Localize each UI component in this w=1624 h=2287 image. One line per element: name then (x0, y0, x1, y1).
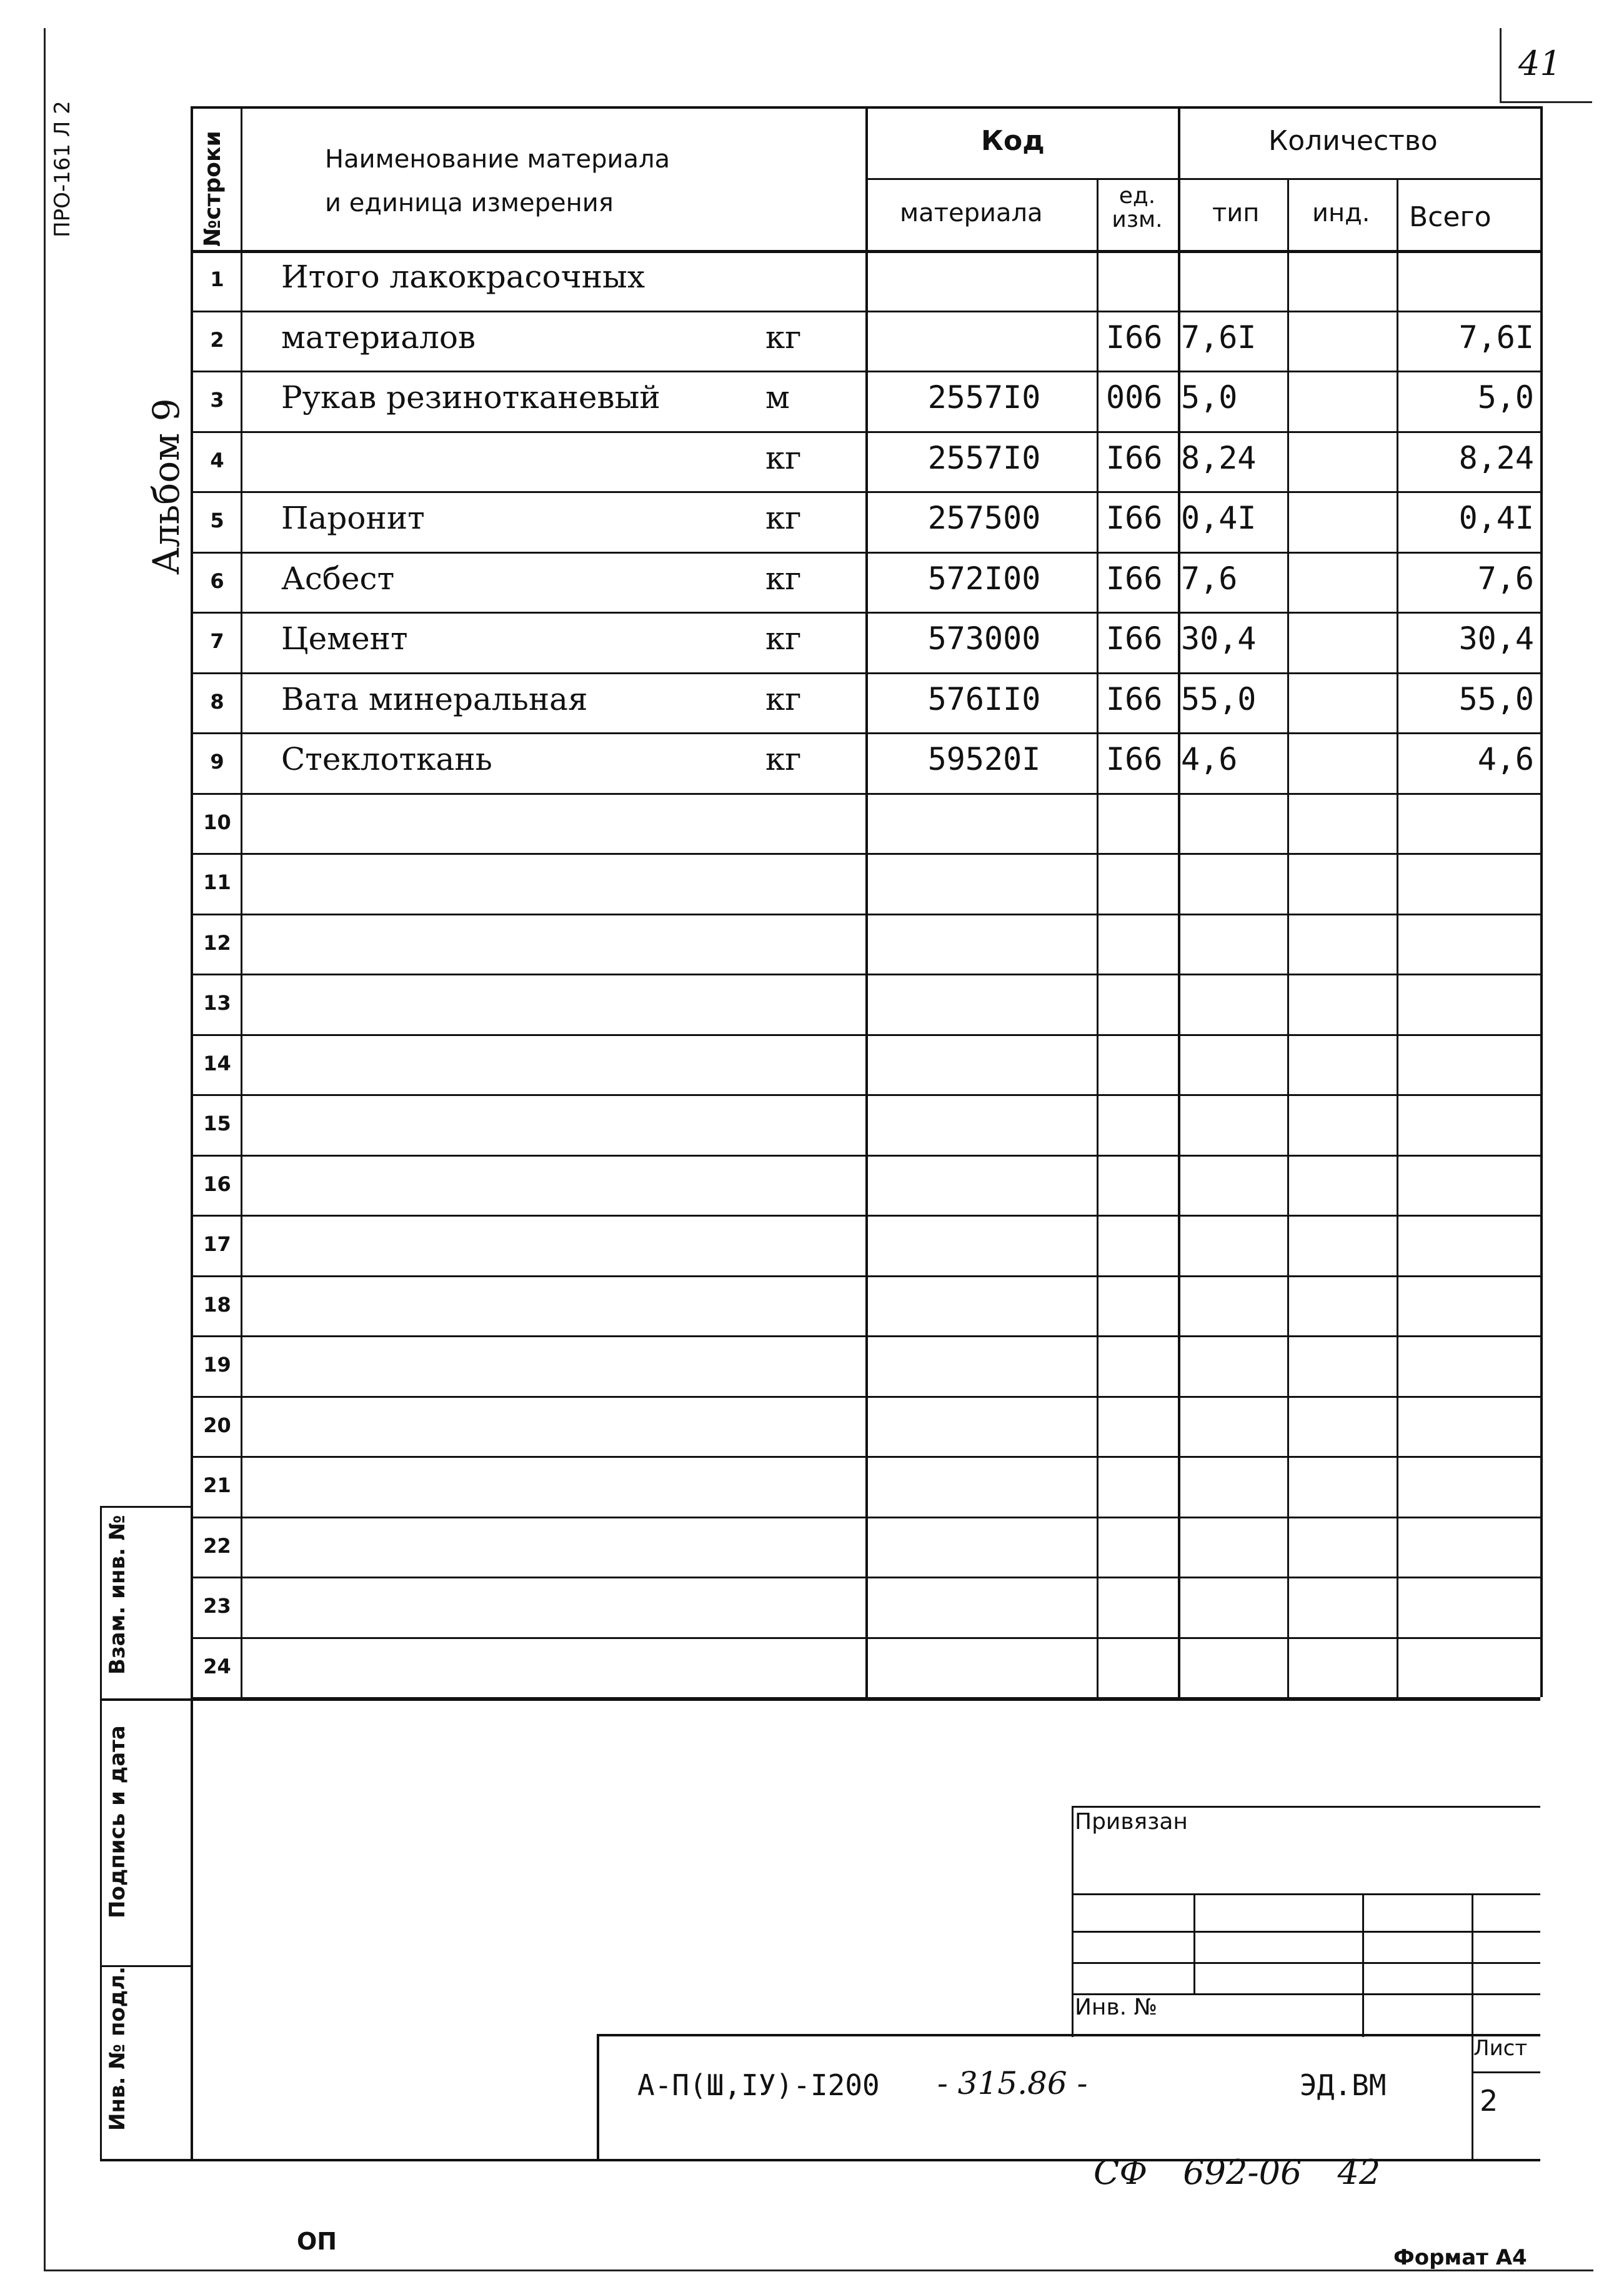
privyazan-label: Привязан (1075, 1809, 1188, 1835)
grid-hline (191, 491, 1540, 493)
row-material-code: 573000 (927, 620, 1041, 657)
grid-vline (100, 1506, 102, 2159)
grid-vline (191, 1506, 193, 2159)
grid-hline (191, 1396, 1540, 1398)
grid-vline (1362, 1893, 1364, 2037)
row-number: 5 (210, 509, 224, 532)
grid-hline (191, 672, 1540, 674)
grid-vline (191, 106, 193, 1697)
grid-vline (1097, 178, 1098, 1697)
row-number: 12 (203, 930, 231, 955)
inv-no-label: Инв. № (1075, 1995, 1158, 2020)
page-number: 41 (1518, 44, 1562, 83)
row-number: 13 (203, 991, 231, 1015)
side-stamp: ПРО-161 Л 2 (50, 101, 75, 237)
row-qty-total: 5,0 (1477, 379, 1534, 416)
row-number: 14 (203, 1051, 231, 1075)
grid-hline (191, 612, 1540, 614)
row-number: 3 (210, 388, 224, 412)
header-quantity: Количество (1268, 125, 1438, 157)
row-number: 18 (203, 1292, 231, 1317)
row-unit: кг (765, 560, 802, 597)
grid-hline (191, 106, 1540, 109)
row-qty-type: 0,4I (1181, 500, 1257, 536)
grid-hline (100, 2159, 191, 2161)
row-number: 1 (210, 267, 224, 291)
grid-hline (191, 371, 1540, 372)
grid-hline (100, 1698, 1540, 1701)
grid-hline (191, 732, 1540, 734)
grid-hline (191, 1577, 1540, 1578)
grid-hline (191, 853, 1540, 855)
grid-vline (1540, 106, 1543, 1697)
row-qty-type: 7,6I (1181, 319, 1257, 356)
row-number: 15 (203, 1112, 231, 1135)
grid-hline (1072, 1962, 1540, 1964)
grid-hline (191, 1155, 1540, 1157)
header-unit-code: ед. изм. (1112, 183, 1163, 232)
grid-hline (1472, 2071, 1540, 2073)
row-material-code: 2557I0 (927, 379, 1041, 416)
album-label: Альбом 9 (145, 398, 187, 575)
row-number: 20 (203, 1413, 231, 1437)
row-unit-code: I66 (1106, 319, 1163, 356)
grid-vline (1397, 178, 1398, 1697)
grid-hline (191, 1215, 1540, 1217)
row-material-name: материалов (281, 319, 476, 356)
row-qty-type: 30,4 (1181, 620, 1257, 657)
row-unit: кг (765, 680, 802, 717)
grid-hline (191, 974, 1540, 975)
header-row-no: №строки (200, 131, 226, 247)
row-unit: кг (765, 500, 802, 536)
grid-hline (1072, 1893, 1540, 1895)
header-total: Всего (1409, 201, 1492, 233)
row-number: 4 (210, 448, 224, 472)
row-qty-type: 7,6 (1181, 560, 1238, 597)
grid-hline (865, 178, 1540, 180)
page-frame (44, 28, 1593, 2271)
row-number: 23 (203, 1594, 231, 1618)
row-unit: кг (765, 439, 802, 476)
grid-hline (191, 1335, 1540, 1337)
row-number: 17 (203, 1232, 231, 1256)
row-unit: кг (765, 319, 802, 356)
grid-hline (191, 1275, 1540, 1277)
row-material-code: 576II0 (927, 680, 1041, 717)
grid-vline (1472, 1893, 1473, 2159)
row-qty-total: 8,24 (1458, 439, 1534, 476)
grid-hline (191, 793, 1540, 795)
row-qty-type: 5,0 (1181, 379, 1238, 416)
row-material-code: 2557I0 (927, 439, 1041, 476)
row-qty-type: 8,24 (1181, 439, 1257, 476)
row-unit-code: I66 (1106, 560, 1163, 597)
row-number: 24 (203, 1654, 231, 1678)
row-unit-code: 006 (1106, 379, 1163, 416)
row-unit: м (765, 379, 790, 416)
row-material-code: 257500 (927, 500, 1041, 536)
row-material-name: Рукав резинотканевый (281, 379, 660, 416)
grid-hline (191, 250, 1540, 253)
format-label: Формат А4 (1393, 2245, 1527, 2270)
inv-podl-label: Инв. № подл. (105, 1966, 130, 2131)
row-qty-type: 55,0 (1181, 680, 1257, 717)
row-qty-total: 7,6 (1477, 560, 1534, 597)
row-number: 10 (203, 810, 231, 834)
handwritten-note: СФ 692-06 42 (1093, 2153, 1381, 2192)
row-unit-code: I66 (1106, 680, 1163, 717)
grid-hline (191, 311, 1540, 312)
sheet-label: Лист (1473, 2036, 1528, 2061)
row-qty-total: 30,4 (1458, 620, 1534, 657)
grid-hline (191, 1456, 1540, 1458)
row-number: 7 (210, 629, 224, 653)
doc-code: ЭД.ВМ (1300, 2068, 1387, 2102)
row-number: 2 (210, 327, 224, 352)
row-material-name: Вата минеральная (281, 680, 588, 717)
row-material-code: 59520I (927, 741, 1041, 777)
row-material-name: Паронит (281, 500, 425, 536)
row-number: 9 (210, 750, 224, 774)
header-code: Код (981, 125, 1045, 157)
sheet-value: 2 (1480, 2084, 1498, 2118)
row-qty-total: 0,4I (1458, 500, 1534, 536)
row-material-name: Асбест (281, 560, 395, 597)
podpis-label: Подпись и дата (105, 1725, 130, 1918)
row-number: 11 (203, 870, 231, 894)
grid-hline (191, 552, 1540, 554)
grid-vline (1193, 1893, 1195, 1993)
row-qty-total: 7,6I (1458, 319, 1534, 356)
header-type: тип (1212, 199, 1260, 227)
grid-hline (1072, 1931, 1540, 1933)
row-unit: кг (765, 620, 802, 657)
doc-designation: А-П(Ш,IУ)-I200 (637, 2068, 880, 2102)
grid-hline (191, 431, 1540, 433)
grid-vline (1287, 178, 1289, 1697)
row-material-name: Цемент (281, 620, 408, 657)
grid-hline (191, 1094, 1540, 1096)
row-number: 22 (203, 1533, 231, 1558)
grid-hline (597, 2034, 1540, 2036)
row-number: 16 (203, 1172, 231, 1196)
doc-number: - 315.86 - (937, 2065, 1088, 2101)
row-number: 8 (210, 689, 224, 714)
grid-vline (241, 106, 242, 1697)
row-material-name: Итого лакокрасочных (281, 259, 645, 295)
grid-hline (191, 1034, 1540, 1036)
row-unit-code: I66 (1106, 439, 1163, 476)
grid-hline (191, 1637, 1540, 1639)
grid-hline (1072, 1806, 1540, 1808)
footer-left-mark: ОП (297, 2228, 337, 2255)
header-material-code: материала (900, 199, 1043, 227)
grid-hline (191, 1517, 1540, 1518)
grid-vline (1072, 1806, 1074, 2037)
header-individual: инд. (1312, 199, 1370, 227)
row-unit: кг (765, 741, 802, 777)
row-qty-type: 4,6 (1181, 741, 1238, 777)
row-number: 19 (203, 1353, 231, 1377)
row-material-name: Стеклоткань (281, 741, 492, 777)
vzam-label: Взам. инв. № (105, 1515, 130, 1675)
row-unit-code: I66 (1106, 620, 1163, 657)
row-qty-total: 4,6 (1477, 741, 1534, 777)
row-unit-code: I66 (1106, 500, 1163, 536)
header-name: Наименование материала и единица измерения (325, 145, 670, 217)
row-number: 6 (210, 569, 224, 593)
row-qty-total: 55,0 (1458, 680, 1534, 717)
grid-hline (100, 1506, 191, 1508)
row-unit-code: I66 (1106, 741, 1163, 777)
grid-vline (597, 2034, 599, 2159)
row-material-code: 572I00 (927, 560, 1041, 597)
grid-vline (1178, 106, 1180, 1697)
row-number: 21 (203, 1473, 231, 1497)
grid-vline (865, 106, 868, 1697)
grid-hline (191, 914, 1540, 915)
